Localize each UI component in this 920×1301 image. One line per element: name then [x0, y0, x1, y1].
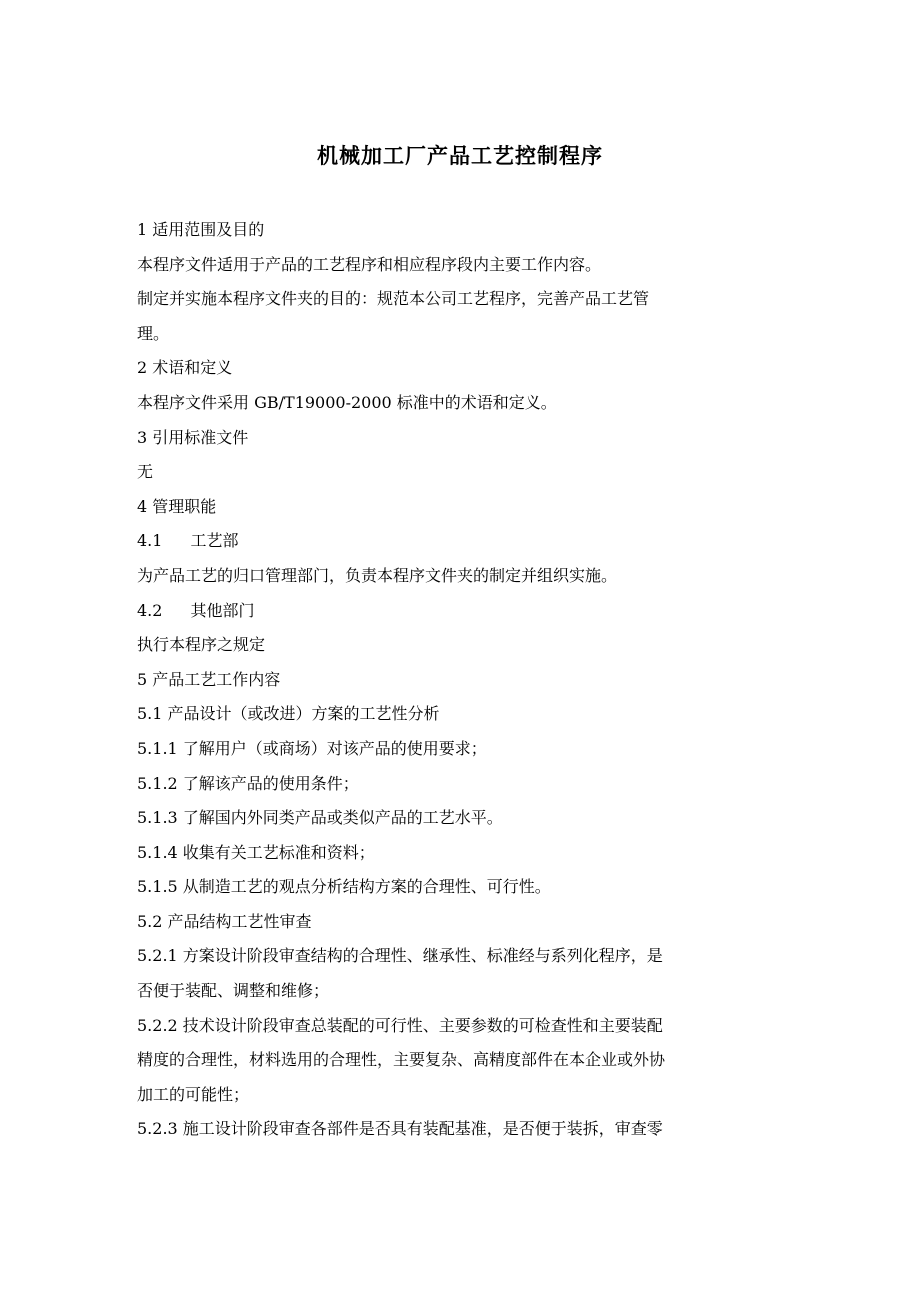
list-item: 5.1.5 从制造工艺的观点分析结构方案的合理性、可行性。 — [137, 877, 551, 897]
paragraph-line: 理。 — [137, 323, 170, 343]
paragraph-line: 执行本程序之规定 — [137, 635, 266, 655]
subsection-heading — [137, 524, 757, 559]
subsection-heading — [137, 594, 757, 629]
list-item: 5.2.3 施工设计阶段审查各部件是否具有装配基准，是否便于装拆，审查零 — [137, 1119, 663, 1139]
subsection-heading: 5.2 产品结构工艺性审查 — [137, 911, 312, 931]
document-title: 机械加工厂产品工艺控制程序 — [317, 144, 603, 168]
subsection-heading: 5.1 产品设计（或改进）方案的工艺性分析 — [137, 704, 440, 724]
list-item: 5.2.1 方案设计阶段审查结构的合理性、继承性、标准经与系列化程序，是 — [137, 946, 663, 966]
section-heading: 3 引用标准文件 — [137, 427, 249, 447]
paragraph-line: 本程序文件采用 GB/T19000-2000 标准中的术语和定义。 — [137, 392, 557, 412]
subsection-title: 工艺部 — [190, 531, 239, 551]
list-item: 5.2.2 技术设计阶段审查总装配的可行性、主要参数的可检查性和主要装配 — [137, 1015, 663, 1035]
paragraph-line: 本程序文件适用于产品的工艺程序和相应程序段内主要工作内容。 — [137, 254, 602, 274]
section-heading: 4 管理职能 — [137, 496, 217, 516]
section-heading: 2 术语和定义 — [137, 358, 233, 378]
list-item: 5.1.2 了解该产品的使用条件； — [137, 773, 359, 793]
list-item: 5.1.4 收集有关工艺标准和资料； — [137, 842, 375, 862]
section-heading: 5 产品工艺工作内容 — [137, 669, 281, 689]
section-heading: 1 适用范围及目的 — [137, 220, 265, 239]
paragraph-line: 制定并实施本程序文件夹的目的：规范本公司工艺程序，完善产品工艺管 — [137, 289, 650, 309]
subsection-number: 4.1 — [137, 531, 163, 551]
subsection-number: 4.2 — [137, 600, 163, 620]
paragraph-line: 加工的可能性； — [137, 1084, 250, 1104]
paragraph-line: 无 — [137, 462, 154, 482]
paragraph-line: 为产品工艺的归口管理部门，负责本程序文件夹的制定并组织实施。 — [137, 565, 618, 585]
subsection-title: 其他部门 — [190, 600, 255, 620]
list-item: 5.1.3 了解国内外同类产品或类似产品的工艺水平。 — [137, 808, 503, 828]
document-body — [137, 213, 757, 1147]
list-item: 5.1.1 了解用户（或商场）对该产品的使用要求； — [137, 738, 487, 758]
paragraph-line: 否便于装配、调整和维修； — [137, 981, 330, 1001]
paragraph-line: 精度的合理性，材料选用的合理性，主要复杂、高精度部件在本企业或外协 — [137, 1050, 666, 1070]
